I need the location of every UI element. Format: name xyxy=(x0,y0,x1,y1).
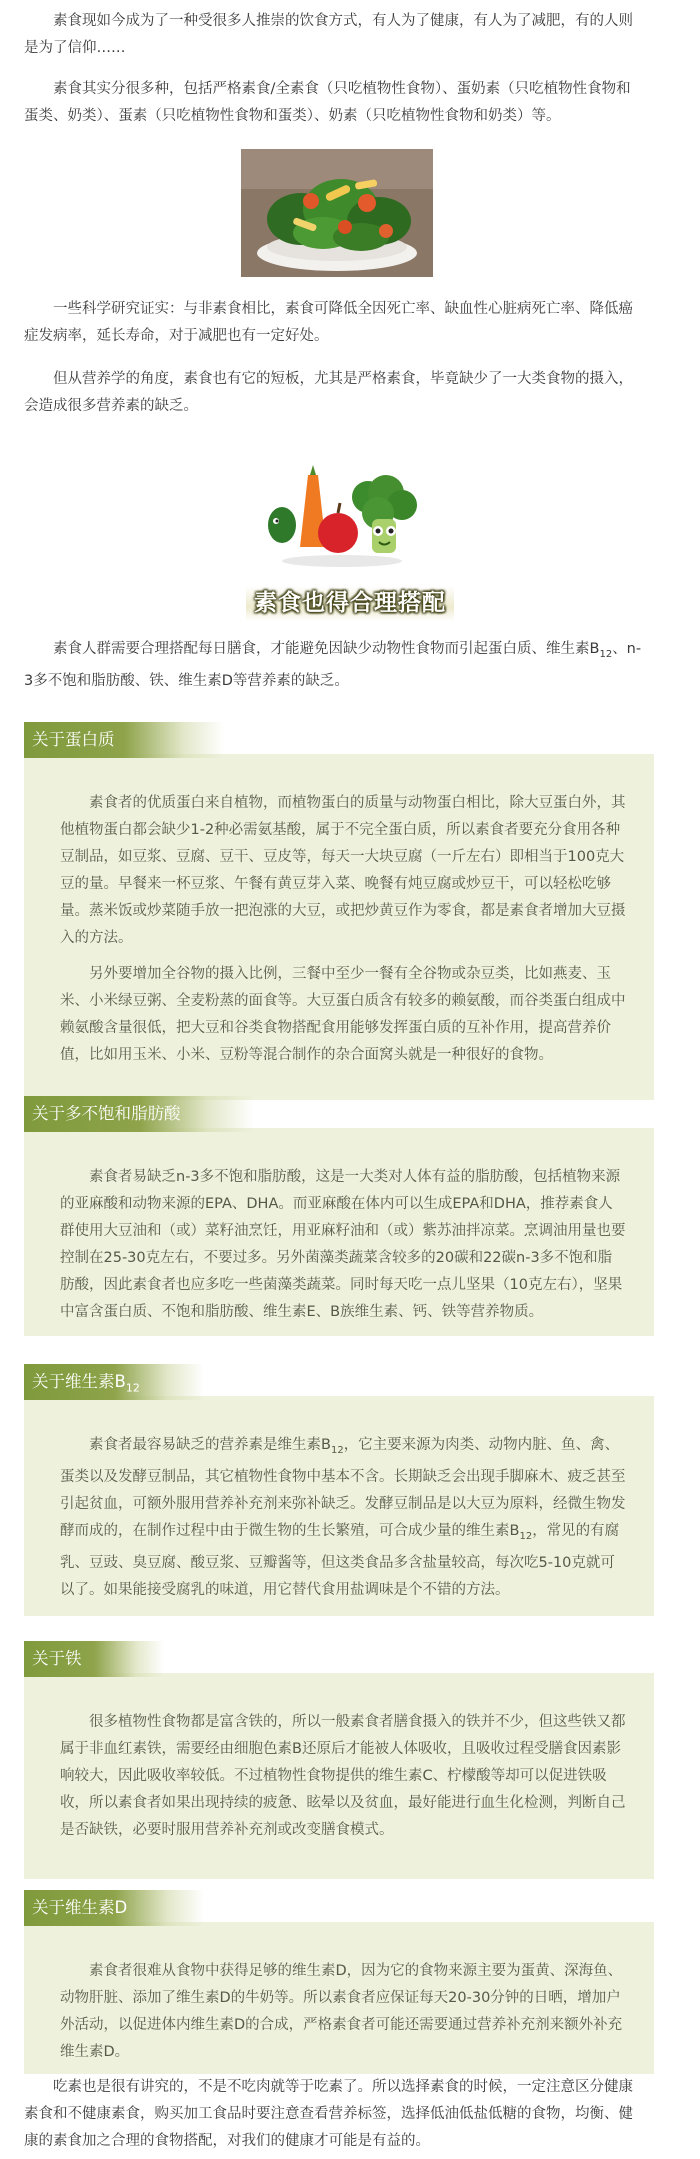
b12-subscript-2: 12 xyxy=(519,1530,533,1542)
summary-text-1: 素食人群需要合理搭配每日膳食，才能避免因缺少动物性食物而引起蛋白质、维生素B xyxy=(53,641,600,657)
section-fatty-acids-body xyxy=(24,1128,654,1336)
salad-photo xyxy=(241,149,433,277)
summary-text-2: 、n-3多不饱和脂肪酸、铁、维生素D等营养素的缺乏。 xyxy=(24,641,642,689)
b12-subscript-1: 12 xyxy=(330,1444,344,1456)
b12-text-3: ，常见的有腐乳、豆豉、臭豆腐、酸豆浆、豆瓣酱等，但这类食品多含盐量较高，每次吃5-10克就可以了。如果能接受腐乳的味道，用它替代食用盐调味是个不错的方法。 xyxy=(60,1522,620,1598)
section-protein-title: 关于蛋白质 xyxy=(24,722,224,758)
section-vitamin-b12-title xyxy=(24,1364,204,1400)
section-iron-paragraph: 很多植物性食物都是富含铁的，所以一般素食者膳食摄入的铁并不少，但这些铁又都属于非血红素铁，需要经由细胞色素B还原后才能被人体吸收，且吸收过程受膳食因素影响较大，因此吸收率较低。不过植物性食物提供的维生素C、柠檬酸等却可以促进铁吸收，所以素食者如果出现持续的疲惫、眩晕以及贫血，最好能进行血生化检测，判断自己是否缺铁，必要时服用营养补充剂或改变膳食模式。 xyxy=(60,1714,626,1838)
section-fatty-acids xyxy=(24,1096,654,1320)
b12-text-1: 素食者最容易缺乏的营养素是维生素B xyxy=(89,1437,331,1453)
section-protein xyxy=(24,722,654,1063)
section-vitamin-d-paragraph: 素食者很难从食物中获得足够的维生素D，因为它的食物来源主要为蛋黄、深海鱼、动物肝脏、添加了维生素D的牛奶等。所以素食者应保证每天20-30分钟的日晒，增加户外活动，以促进体内维生素D的合成，严格素食者可能还需要通过营养补充剂来额外补充维生素D。 xyxy=(60,1963,623,2060)
intro-paragraph-3: 一些科学研究证实：与非素食相比，素食可降低全因死亡率、缺血性心脏病死亡率、降低癌症发病率，延长寿命，对于减肥也有一定好处。 xyxy=(24,301,633,344)
section-protein-paragraph-2: 另外要增加全谷物的摄入比例，三餐中至少一餐有全谷物或杂豆类，比如燕麦、玉米、小米绿豆粥、全麦粉蒸的面食等。大豆蛋白质含有较多的赖氨酸，而谷类蛋白组成中赖氨酸含量很低，把大豆和谷类食物搭配食用能够发挥蛋白质的互补作用，提高营养价值，比如用玉米、小米、豆粉等混合制作的杂合面窝头就是一种很好的食物。 xyxy=(60,966,626,1063)
section-heading-wrap xyxy=(0,586,700,621)
section-vitamin-d-body xyxy=(24,1922,654,2074)
section-protein-paragraph-1: 素食者的优质蛋白来自植物，而植物蛋白的质量与动物蛋白相比，除大豆蛋白外，其他植物蛋白都会缺少1-2种必需氨基酸，属于不完全蛋白质，所以素食者要充分食用各种豆制品，如豆浆、豆腐、豆干、豆皮等，每天一大块豆腐（一斤左右）即相当于100克大豆的量。早餐来一杯豆浆、午餐有黄豆芽入菜、晚餐有炖豆腐或炒豆干，可以轻松吃够量。蒸米饭或炒菜随手放一把泡涨的大豆，或把炒黄豆作为零食，都是素食者增加大豆摄入的方法。 xyxy=(60,795,626,946)
section-vitamin-d-title: 关于维生素D xyxy=(24,1890,204,1926)
intro-paragraph-4: 但从营养学的角度，素食也有它的短板，尤其是严格素食，毕竟缺少了一大类食物的摄入，会造成很多营养素的缺乏。 xyxy=(24,371,633,414)
section-protein-body xyxy=(24,754,654,1100)
closing-paragraph: 吃素也是很有讲究的，不是不吃肉就等于吃素了。所以选择素食的时候，一定注意区分健康素食和不健康素食，购买加工食品时要注意查看营养标签，选择低油低盐低糖的食物，均衡、健康的素食加之合理的食物搭配，对我们的健康才可能是有益的。 xyxy=(24,2079,633,2149)
section-fatty-acids-paragraph: 素食者易缺乏n-3多不饱和脂肪酸，这是一大类对人体有益的脂肪酸，包括植物来源的亚麻酸和动物来源的EPA、DHA。而亚麻酸在体内可以生成EPA和DHA，推荐素食人群使用大豆油和（或）菜籽油烹饪，用亚麻籽油和（或）紫苏油拌凉菜。烹调油用量也要控制在25-30克左右，不要过多。另外菌藻类蔬菜含较多的20碳和22碳n-3多不饱和脂肪酸，因此素食者也应多吃一些菌藻类蔬菜。同时每天吃一点儿坚果（10克左右），坚果中富含蛋白质、不饱和脂肪酸、维生素E、B族维生素、钙、铁等营养物质。 xyxy=(60,1169,626,1320)
intro-paragraph-2: 素食其实分很多种，包括严格素食/全素食（只吃植物性食物）、蛋奶素（只吃植物性食物和蛋类、奶类）、蛋素（只吃植物性食物和蛋类）、奶素（只吃植物性食物和奶类）等。 xyxy=(24,81,631,124)
section-vitamin-b12-paragraph xyxy=(60,1432,626,1604)
section-iron-title: 关于铁 xyxy=(24,1641,164,1677)
summary-subscript: 12 xyxy=(599,648,613,660)
intro-paragraph-1: 素食现如今成为了一种受很多人推崇的饮食方式，有人为了健康，有人为了减肥，有的人则是为了信仰…… xyxy=(24,13,633,56)
section-vitamin-b12-title-subscript: 12 xyxy=(125,1381,140,1395)
section-vitamin-b12-title-text: 关于维生素B xyxy=(32,1372,126,1391)
section-iron xyxy=(24,1641,654,1838)
section-iron-body xyxy=(24,1673,654,1879)
section-vitamin-b12-body xyxy=(24,1396,654,1616)
section-heading: 素食也得合理搭配 xyxy=(246,586,454,621)
vegetable-cartoon-illustration xyxy=(260,463,424,569)
summary-paragraph xyxy=(24,636,644,695)
section-vitamin-b12 xyxy=(24,1364,654,1598)
section-vitamin-d xyxy=(24,1890,654,2060)
section-fatty-acids-title: 关于多不饱和脂肪酸 xyxy=(24,1096,254,1132)
b12-text-2: ，它主要来源为肉类、动物内脏、鱼、禽、蛋类以及发酵豆制品，其它植物性食物中基本不含。长期缺乏会出现手脚麻木、疲乏甚至引起贫血，可额外服用营养补充剂来弥补缺乏。发酵豆制品是以大豆为原料，经微生物发酵而成的，在制作过程中由于微生物的生长繁殖，可合成少量的维生素B xyxy=(60,1437,626,1539)
